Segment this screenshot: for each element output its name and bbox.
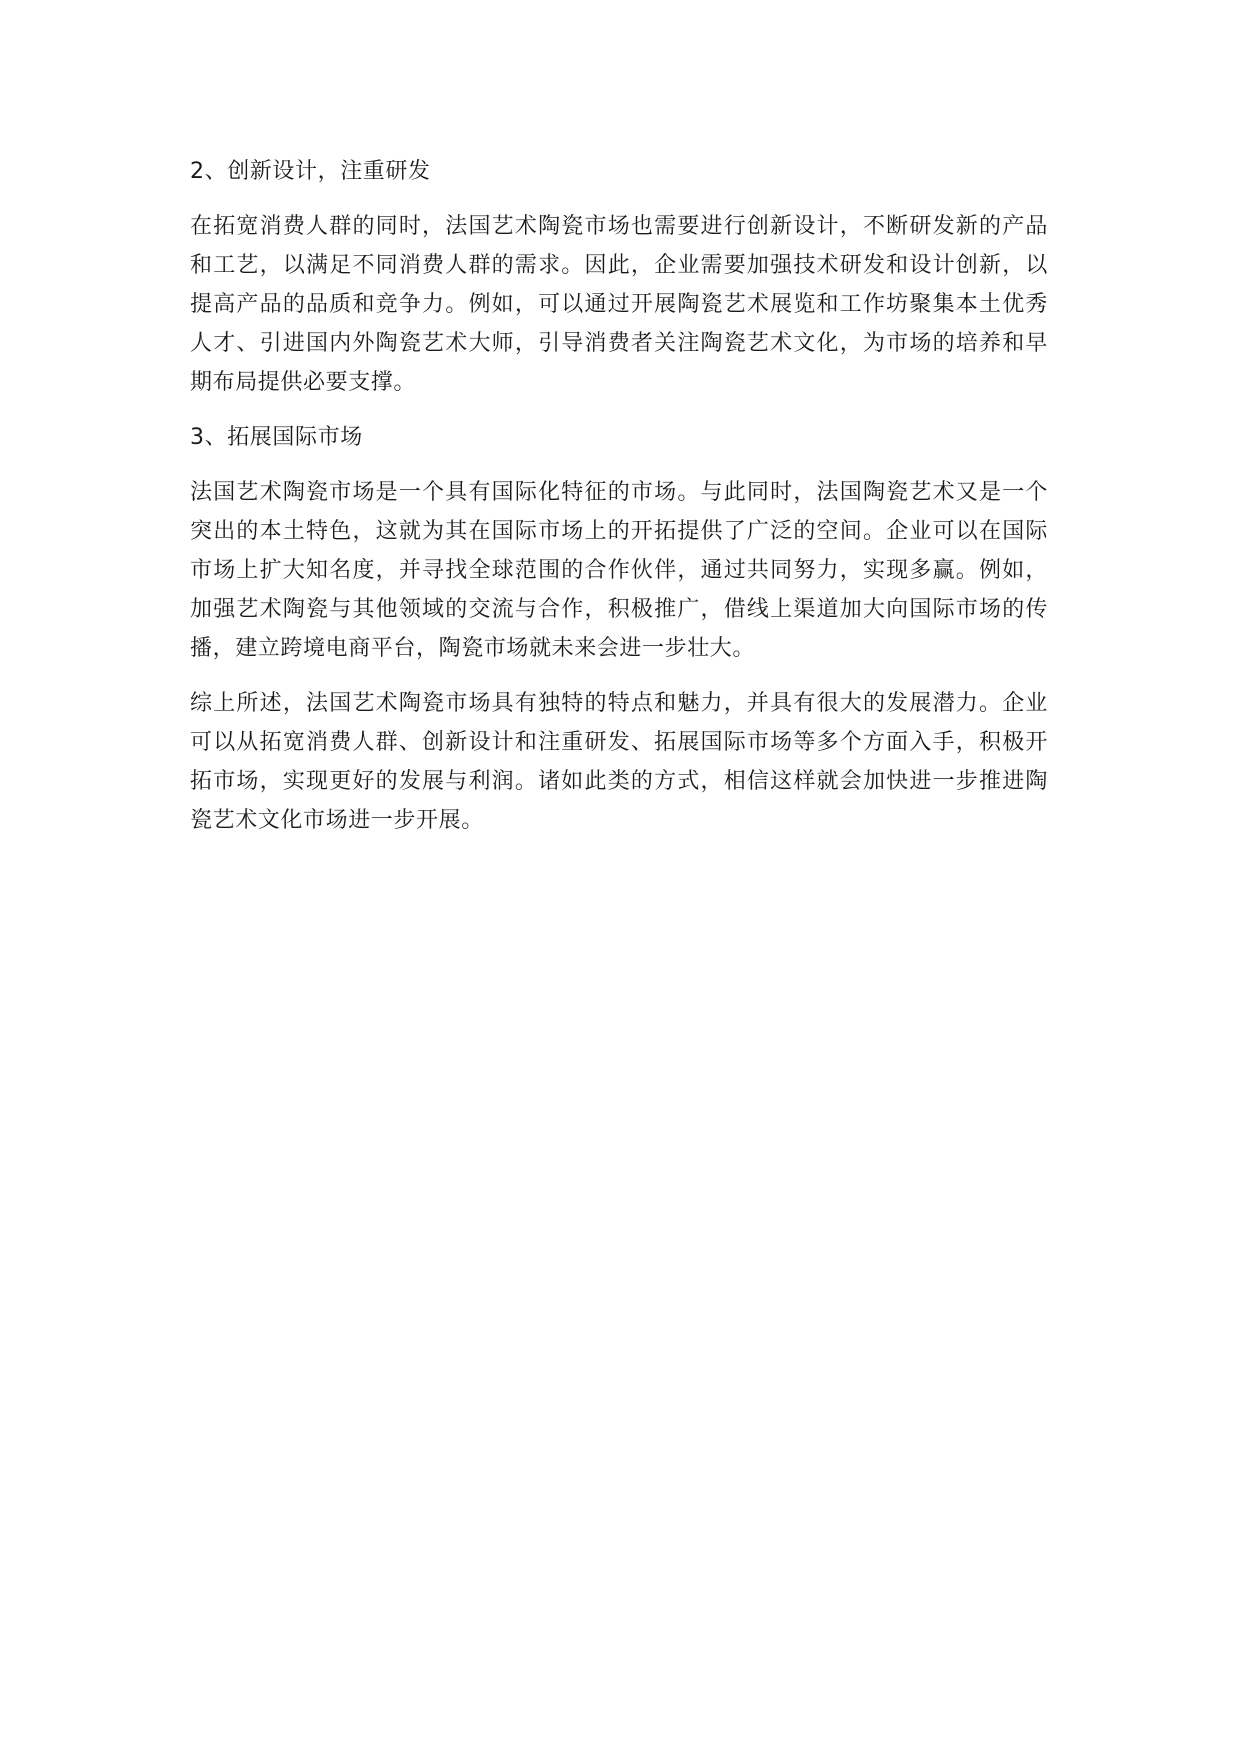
section-paragraph-innovation: 在拓宽消费人群的同时，法国艺术陶瓷市场也需要进行创新设计，不断研发新的产品和工艺，以满足不同消费人群的需求。因此，企业需要加强技术研发和设计创新，以提高产品的品质和竞争力。例如，可以通过开展陶瓷艺术展览和工作坊聚集本土优秀人才、引进国内外陶瓷艺术大师，引导消费者关注陶瓷艺术文化，为市场的培养和早期布局提供必要支撑。 — [190, 214, 1048, 395]
document-body — [190, 152, 1048, 856]
section-paragraph-international: 法国艺术陶瓷市场是一个具有国际化特征的市场。与此同时，法国陶瓷艺术又是一个突出的本土特色，这就为其在国际市场上的开拓提供了广泛的空间。企业可以在国际市场上扩大知名度，并寻找全球范围的合作伙伴，通过共同努力，实现多赢。例如，加强艺术陶瓷与其他领域的交流与合作，积极推广，借线上渠道加大向国际市场的传播，建立跨境电商平台，陶瓷市场就未来会进一步壮大。 — [190, 480, 1048, 661]
section-heading-innovation: 2、创新设计，注重研发 — [190, 159, 431, 184]
conclusion-paragraph: 综上所述，法国艺术陶瓷市场具有独特的特点和魅力，并具有很大的发展潜力。企业可以从拓宽消费人群、创新设计和注重研发、拓展国际市场等多个方面入手，积极开拓市场，实现更好的发展与利润。诸如此类的方式，相信这样就会加快进一步推进陶瓷艺术文化市场进一步开展。 — [190, 691, 1048, 833]
section-heading-international: 3、拓展国际市场 — [190, 425, 363, 450]
